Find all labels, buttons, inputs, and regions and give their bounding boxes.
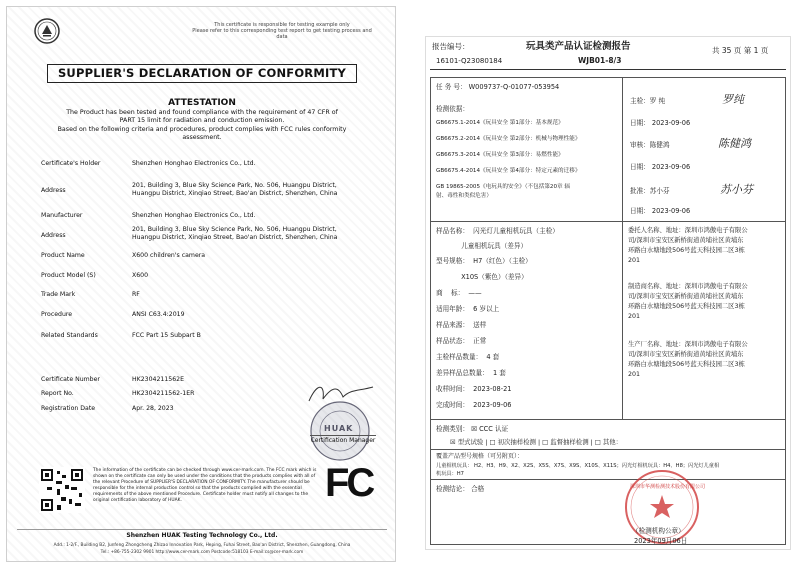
field-label: Address <box>41 232 66 239</box>
covered-models: 儿童相机玩具： H2、H3、H9、X2、X2S、X5S、X7S、X9S、X10S、X11S；闪光灯相机玩具：H4、H8；闪光灯儿童相 <box>436 463 720 469</box>
standard: GB6675.1-2014《玩具安全 第1部分：基本规范》 <box>436 120 564 126</box>
fcc-logo: FC <box>325 461 373 505</box>
task-no: 任 务 号： W009737-Q-01077-053954 <box>436 83 560 91</box>
report-title: 玩具类产品认证检测报告 <box>526 41 631 52</box>
qr-code-icon <box>39 467 85 513</box>
maker-line: 环路白水塘地段506号蓝天科技园二区3栋 <box>628 303 745 310</box>
huak-logo-icon <box>34 18 60 44</box>
approver-signature: 苏小芬 <box>720 183 753 196</box>
red-stamp-icon <box>622 467 702 547</box>
bottom-note: The information of the certificate can be checked through www.cer-mark.com. The FCC mark which is shown on the certificate can only be used under the conditions that the products complies with all of the relevant Procedure of SUPPLIER'S DECLARATION OF CONFORMITY. The manufacturer should be responsible for the internal production control so that the products complied with the essential requirements of the above mentioned Procedure. Certificate holder must notify all changes to the original certification laboratory of HUAK. <box>93 468 317 503</box>
client-line: 委托人名称、地址：深圳市鸿傲电子有限公 <box>628 227 748 234</box>
manager-title: Certification Manager <box>310 437 376 444</box>
client-line: 环路白水塘地段506号蓝天科技园二区3栋 <box>628 247 745 254</box>
cert-value: Apr. 28, 2023 <box>132 405 174 412</box>
cert-label: Registration Date <box>41 405 96 412</box>
basis-label: 检测依据： <box>436 105 469 113</box>
inspector-signature: 罗纯 <box>722 93 744 106</box>
factory-line: 201 <box>628 371 641 378</box>
sample-row: 样品来源： 送样 <box>436 321 487 329</box>
standard: GB6675.4-2014《玩具安全 第4部分：特定元素的迁移》 <box>436 168 581 174</box>
sample-row: X10S（紫色）（差异） <box>436 273 528 281</box>
factory-line: 司/深圳市宝安区新桥街道黄埔社区黄埔东 <box>628 351 744 358</box>
standard: GB6675.3-2014《玩具安全 第3部分：易燃性能》 <box>436 152 564 158</box>
cert-value: HK2304211562-1ER <box>132 390 195 397</box>
maker-line: 201 <box>628 313 641 320</box>
cert-value: HK2304211562E <box>132 376 184 383</box>
intro-line: Based on the following criteria and procedures, product complies with FCC rules conformity <box>57 126 347 133</box>
stamp-sub: （检测机构公章） <box>632 527 685 535</box>
test-options: ☒ 型式试验 | □ 初次抽样检测 | □ 监督抽样检测 | □ 其他： <box>450 438 623 446</box>
sample-row: 样品状态： 正常 <box>436 337 487 345</box>
sample-row: 儿童相机玩具（差异） <box>436 242 528 250</box>
report-no-label: 报告编号： <box>432 42 470 51</box>
maker-line: 司/深圳市宝安区新桥街道黄埔社区黄埔东 <box>628 293 744 300</box>
standard: GB6675.2-2014《玩具安全 第2部分：机械与物理性能》 <box>436 136 581 142</box>
stamp-text: 深圳市华测检测技术股份有限公司 <box>630 484 706 490</box>
sample-row: 完成时间： 2023-09-06 <box>436 401 512 409</box>
field-label: Procedure <box>41 311 73 318</box>
covered-label: 覆盖产品型号规格（可另附页）： <box>436 453 524 460</box>
cert-label: Certificate Number <box>41 376 100 383</box>
factory-line: 环路白水塘地段506号蓝天科技园二区3栋 <box>628 361 745 368</box>
page-count: 共 35 页 第 1 页 <box>712 46 769 55</box>
intro-line: PART 15 limit for radiation and conduction emission. <box>119 117 285 124</box>
field-label: Address <box>41 187 66 194</box>
seal-text: HUAK <box>324 424 354 433</box>
field-value: Shenzhen Honghao Electronics Co., Ltd. <box>132 160 256 167</box>
reviewer-date: 日期： 2023-09-06 <box>630 163 691 171</box>
field-value: 201, Building 3, Blue Sky Science Park, No. 506, Huangpu District, Huangpu District, Xinqiao Street, Bao'an District, Shenzhen, China <box>132 226 338 241</box>
client-line: 司/深圳市宝安区新桥街道黄埔社区黄埔东 <box>628 237 744 244</box>
field-label: Certificate's Holder <box>41 160 101 167</box>
covered-models: 机玩具：H7 <box>436 471 464 477</box>
approver-date: 日期： 2023-09-06 <box>630 207 691 215</box>
report-code: WJB01-8/3 <box>578 56 622 65</box>
reviewer: 审核：陈健鸿 <box>630 141 670 149</box>
field-value: ANSI C63.4:2019 <box>132 311 185 318</box>
conclusion: 检测结论： 合格 <box>436 485 485 493</box>
inspector: 主检：罗 纯 <box>630 97 666 105</box>
client-line: 201 <box>628 257 641 264</box>
field-label: Product Model (S) <box>41 272 96 279</box>
header-note-1: This certificate is responsible for testing example only <box>214 22 350 28</box>
standard: GB 19865-2005《电玩具的安全》（不包括第20章 辐 <box>436 184 571 190</box>
field-value: Shenzhen Honghao Electronics Co., Ltd. <box>132 212 256 219</box>
field-label: Product Name <box>41 252 85 259</box>
sample-row: 差异样品总数量： 1 套 <box>436 369 506 377</box>
sample-row: 适用年龄： 6 岁以上 <box>436 305 500 313</box>
sample-row: 样品名称： 闪光灯儿童相机玩具（主检） <box>436 227 559 235</box>
cert-label: Report No. <box>41 390 74 397</box>
intro-line: The Product has been tested and found compliance with the requirement of 47 CFR of <box>66 109 338 116</box>
reviewer-signature: 陈健鸿 <box>718 137 751 150</box>
toy-ccc-test-report <box>425 36 791 550</box>
footer-contact: Tel.: +86-755-2302 9901 http://www.cer-mark.com Postcode:518103 E-mail:cs@cer-mark.com <box>100 550 304 555</box>
footer-divider <box>17 529 387 530</box>
certificate-title: SUPPLIER'S DECLARATION OF CONFORMITY <box>47 64 357 83</box>
footer-address: Add.: 1-2/F., Building B2, Junfeng Zhongcheng Zhizao Innovation Park, Heping, Fuhai Street, Bao'an District, Shenzhen, Guangdong, China <box>53 543 351 548</box>
stamp-date: 2023年09月06日 <box>634 537 688 545</box>
field-value: FCC Part 15 Subpart B <box>132 332 201 339</box>
signature-icon <box>303 379 383 409</box>
sample-row: 收样时间： 2023-08-21 <box>436 385 512 393</box>
factory-line: 生产厂名称、地址：深圳市鸿傲电子有限公 <box>628 341 748 348</box>
field-label: Manufacturer <box>41 212 83 219</box>
intro-line: assessment. <box>182 134 222 141</box>
footer-company: Shenzhen HUAK Testing Technology Co., Ltd. <box>126 532 278 539</box>
field-label: Trade Mark <box>41 291 76 298</box>
test-type: 检测类别： ☒ CCC 认证 <box>436 425 509 433</box>
report-no: 16101-Q23080184 <box>436 57 503 65</box>
field-value: 201, Building 3, Blue Sky Science Park, No. 506, Huangpu District, Huangpu District, Xinqiao Street, Bao'an District, Shenzhen, China <box>132 182 338 197</box>
sample-row: 商 标： —— <box>436 289 482 297</box>
field-value: RF <box>132 291 140 298</box>
header-rule <box>430 69 786 70</box>
field-value: X600 <box>132 272 149 279</box>
inspector-date: 日期： 2023-09-06 <box>630 119 691 127</box>
header-note-2: Please refer to this corresponding test report to get testing process and data <box>192 28 372 40</box>
standard: 射、毒性和类似危害） <box>436 193 492 199</box>
field-value: X600 children's camera <box>132 252 206 259</box>
sample-row: 型号规格： H7（红色）（主检） <box>436 257 532 265</box>
sample-row: 主检样品数量： 4 套 <box>436 353 500 361</box>
attestation-heading: ATTESTATION <box>168 98 236 108</box>
fcc-sdoc-certificate <box>6 6 396 562</box>
approver: 批准：苏小芬 <box>630 187 670 195</box>
maker-line: 制造商名称、地址：深圳市鸿傲电子有限公 <box>628 283 748 290</box>
field-label: Related Standards <box>41 332 98 339</box>
